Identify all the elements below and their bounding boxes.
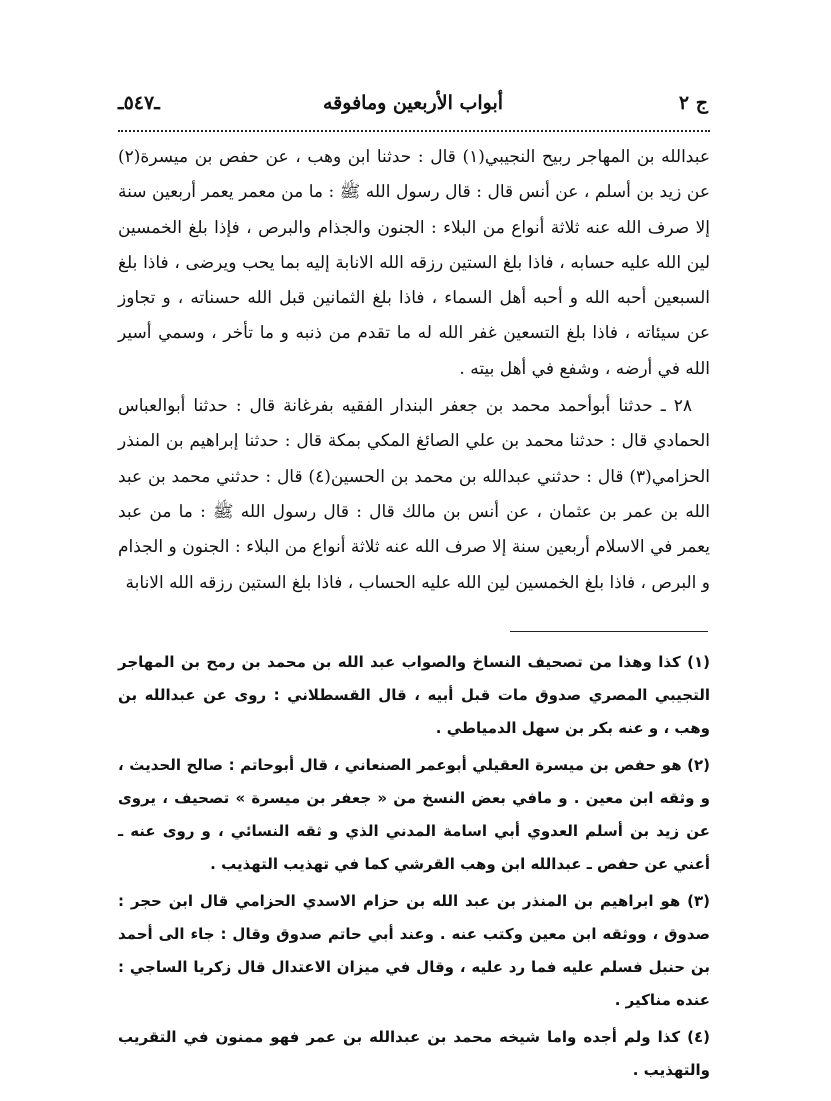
footnote-3: (٣) هو ابراهيم بن المنذر بن عبد الله بن حزام الاسدي الحزامي قال ابن حجر : صدوق ، ووثقه ابن معين وكتب عنه . وعند أبي حاتم صدوق وقال : جاء الى أحمد بن حنبل فسلم عليه فما رد عليه ، وقال في ميزان الاعتدال قال زكريا الساجي : عنده مناكير . [118,892,710,1009]
footnote-2: (٢) هو حفص بن ميسرة العقيلي أبوعمر الصنعاني ، قال أبوحاتم : صالح الحديث ، و وثقه ابن معين . و مافي بعض النسخ من « جعفر بن ميسرة » تصحيف ، يروى عن زيد بن أسلم العدوي أبي اسامة المدني الذي و ثقه النسائي ، و روى عنه ـ أعني عن حفص ـ عبدالله ابن وهب القرشي كما في تهذيب التهذيب . [118,756,710,873]
hadith-paragraph-28: ٢٨ ـ حدثنا أبوأحمد محمد بن جعفر البندار الفقيه بفرغانة قال : حدثنا أبوالعباس الحمادي قال : حدثنا محمد بن علي الصائغ المكي بمكة قال : حدثنا إبراهيم بن المنذر الحزامي(٣) قال : حدثني عبدالله بن محمد بن الحسين(٤) قال : حدثني محمد بن عبد الله بن عمر بن عثمان ، عن أنس بن مالك قال : قال رسول الله ﷺ : ما من عبد يعمر في الاسلام أربعين سنة إلا صرف الله عنه ثلاثة أنواع من البلاء : الجنون و الجذام و البرص ، فاذا بلغ الخمسين لين الله عليه الحساب ، فاذا بلغ الستين رزقه الله الانابة [118,396,710,593]
page-header [118,92,708,126]
footnote-1: (١) كذا وهذا من تصحيف النساخ والصواب عبد الله بن محمد بن رمح بن المهاجر التجيبي المصري صدوق مات قبل أبيه ، قال القسطلاني : روى عن عبدالله بن وهب ، و عنه بكر بن سهل الدمياطي . [118,653,710,737]
header-dotted-rule [118,130,710,132]
main-text [118,140,710,601]
volume-number: ج ٢ [678,92,708,114]
hadith-paragraph-1: عبدالله بن المهاجر ربيح النجيبي(١) قال : حدثنا ابن وهب ، عن حفص بن ميسرة(٢) عن زيد بن أسلم ، عن أنس قال : قال رسول الله ﷺ : ما من معمر يعمر أربعين سنة إلا صرف الله عنه ثلاثة أنواع من البلاء : الجنون والجذام والبرص ، فإذا بلغ الخمسين لين الله عليه حسابه ، فاذا بلغ الستين رزقه الله الانابة إليه بما يحب ويرضى ، فاذا بلغ السبعين أحبه الله و أحبه أهل السماء ، فاذا بلغ الثمانين قبل الله حسناته ، و تجاوز عن سيئاته ، فاذا بلغ التسعين غفر الله له ما تقدم من ذنبه و ما تأخر ، وسمي أسير الله في أرضه ، وشفع في أهل بيته . [118,147,710,379]
chapter-title: أبواب الأربعين ومافوقه [322,92,504,114]
page-number: ـ٥٤٧ـ [118,92,160,114]
footnote-4: (٤) كذا ولم أجده واما شيخه محمد بن عبدالله بن عمر فهو ممنون في التقريب والتهذيب . [118,1028,710,1079]
footnote-separator [510,631,708,632]
footnotes [118,646,710,1087]
